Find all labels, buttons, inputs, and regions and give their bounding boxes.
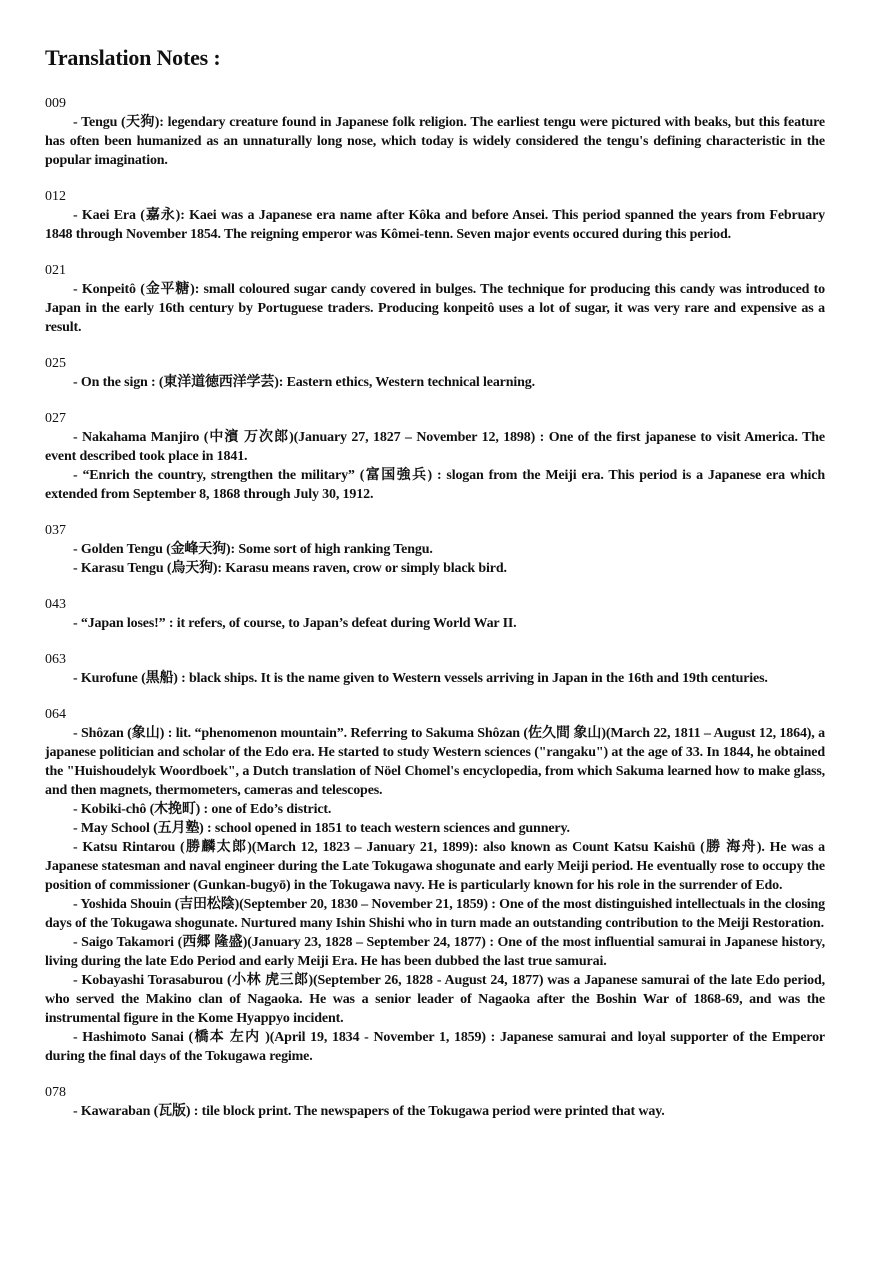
note-entry: - Katsu Rintarou (勝麟太郎)(March 12, 1823 – January 21, 1899): also known as Count Katsu Kaishū (勝 海舟). He was a Japanese statesman and naval engineer during the Late Tokugawa shogunate and early Meiji period. He eventually rose to occupy the position of commissioner (Gunkan-bugyō) in the Tokugawa navy. He is particularly known for his role in the surrender of Edo.: [45, 840, 825, 893]
note-section: [45, 521, 825, 578]
note-entry: - Kawaraban (瓦版) : tile block print. The newspapers of the Tokugawa period were printed that way.: [73, 1104, 665, 1119]
page-number: 025: [45, 356, 66, 371]
note-entry: - May School (五月塾) : school opened in 1851 to teach western sciences and gunnery.: [73, 821, 570, 836]
note-entry: - Tengu (天狗): legendary creature found in Japanese folk religion. The earliest tengu were pictured with beaks, but this feature has often been humanized as an unnaturally long nose, which today is widely considered the tengu's defining characteristic in the popular imagination.: [45, 115, 825, 168]
note-section: [45, 1083, 825, 1121]
note-section: [45, 705, 825, 1066]
note-section: [45, 409, 825, 504]
note-section: [45, 187, 825, 244]
page-number: 064: [45, 707, 66, 722]
note-section: [45, 354, 825, 392]
page-number: 063: [45, 652, 66, 667]
note-entry: - Shôzan (象山) : lit. “phenomenon mountain”. Referring to Sakuma Shôzan (佐久間 象山)(March 22, 1811 – August 12, 1864), a japanese politician and scholar of the Edo era. He started to study Western sciences ("rangaku") at the age of 33. In 1844, he obtained the "Huishoudelyk Woordboek", a Dutch translation of Nöel Chomel's encyclopedia, from which Sakuma learned how to make glass, and then magnets, thermometers, cameras and telescopes.: [45, 726, 825, 798]
note-entry: - Hashimoto Sanai (橋本 左内 )(April 19, 1834 - November 1, 1859) : Japanese samurai and loyal supporter of the Emperor during the final days of the Tokugawa regime.: [45, 1030, 825, 1064]
note-entry: - Karasu Tengu (烏天狗): Karasu means raven, crow or simply black bird.: [73, 561, 507, 576]
page-number: 021: [45, 263, 66, 278]
note-entry: - “Japan loses!” : it refers, of course, to Japan’s defeat during World War II.: [73, 616, 517, 631]
page-title: Translation Notes :: [45, 45, 221, 70]
note-section: [45, 94, 825, 170]
note-section: [45, 595, 825, 633]
note-entry: - On the sign : (東洋道徳西洋学芸): Eastern ethics, Western technical learning.: [73, 375, 535, 390]
note-entry: - Golden Tengu (金峰天狗): Some sort of high ranking Tengu.: [73, 542, 433, 557]
page-number: 043: [45, 597, 66, 612]
notes-list: [45, 94, 825, 1121]
note-entry: - Yoshida Shouin (吉田松陰)(September 20, 1830 – November 21, 1859) : One of the most distinguished intellectuals in the closing days of the Tokugawa shogunate. Nurtured many Ishin Shishi who in turn made an outstanding contribution to the Meiji Restoration.: [45, 897, 825, 931]
note-section: [45, 650, 825, 688]
page-number: 037: [45, 523, 66, 538]
page-number: 012: [45, 189, 66, 204]
page-number: 009: [45, 96, 66, 111]
note-entry: - Kaei Era (嘉永): Kaei was a Japanese era name after Kôka and before Ansei. This period spanned the years from February 1848 through November 1854. The reigning emperor was Kômei-tenn. Seven major events occured during this period.: [45, 208, 825, 242]
note-entry: - Konpeitô (金平糖): small coloured sugar candy covered in bulges. The technique for producing this candy was introduced to Japan in the early 16th century by Portuguese traders. Producing konpeitô uses a lot of sugar, it was very rare and expensive as a result.: [45, 282, 825, 335]
translation-notes-page: [45, 44, 825, 1138]
note-section: [45, 261, 825, 337]
page-number: 078: [45, 1085, 66, 1100]
page-number: 027: [45, 411, 66, 426]
note-entry: - Kobayashi Torasaburou (小林 虎三郎)(September 26, 1828 - August 24, 1877) was a Japanese samurai of the late Edo period, who served the Makino clan of Nagaoka. He was a senior leader of Nagaoka after the Boshin War of 1868-69, and was the instrumental figure in the Kome Hyappyo incident.: [45, 973, 825, 1026]
note-entry: - Kurofune (黒船) : black ships. It is the name given to Western vessels arriving in Japan in the 16th and 19th centuries.: [73, 671, 768, 686]
note-entry: - Saigo Takamori (西郷 隆盛)(January 23, 1828 – September 24, 1877) : One of the most influential samurai in Japanese history, living during the late Edo Period and early Meiji Era. He has been dubbed the last true samurai.: [45, 935, 825, 969]
note-entry: - Kobiki-chô (木挽町) : one of Edo’s district.: [73, 802, 332, 817]
note-entry: - Nakahama Manjiro (中濱 万次郎)(January 27, 1827 – November 12, 1898) : One of the first japanese to visit America. The event described took place in 1841.: [45, 430, 825, 464]
note-entry: - “Enrich the country, strengthen the military” (富国強兵) : slogan from the Meiji era. This period is a Japanese era which extended from September 8, 1868 through July 30, 1912.: [45, 468, 825, 502]
